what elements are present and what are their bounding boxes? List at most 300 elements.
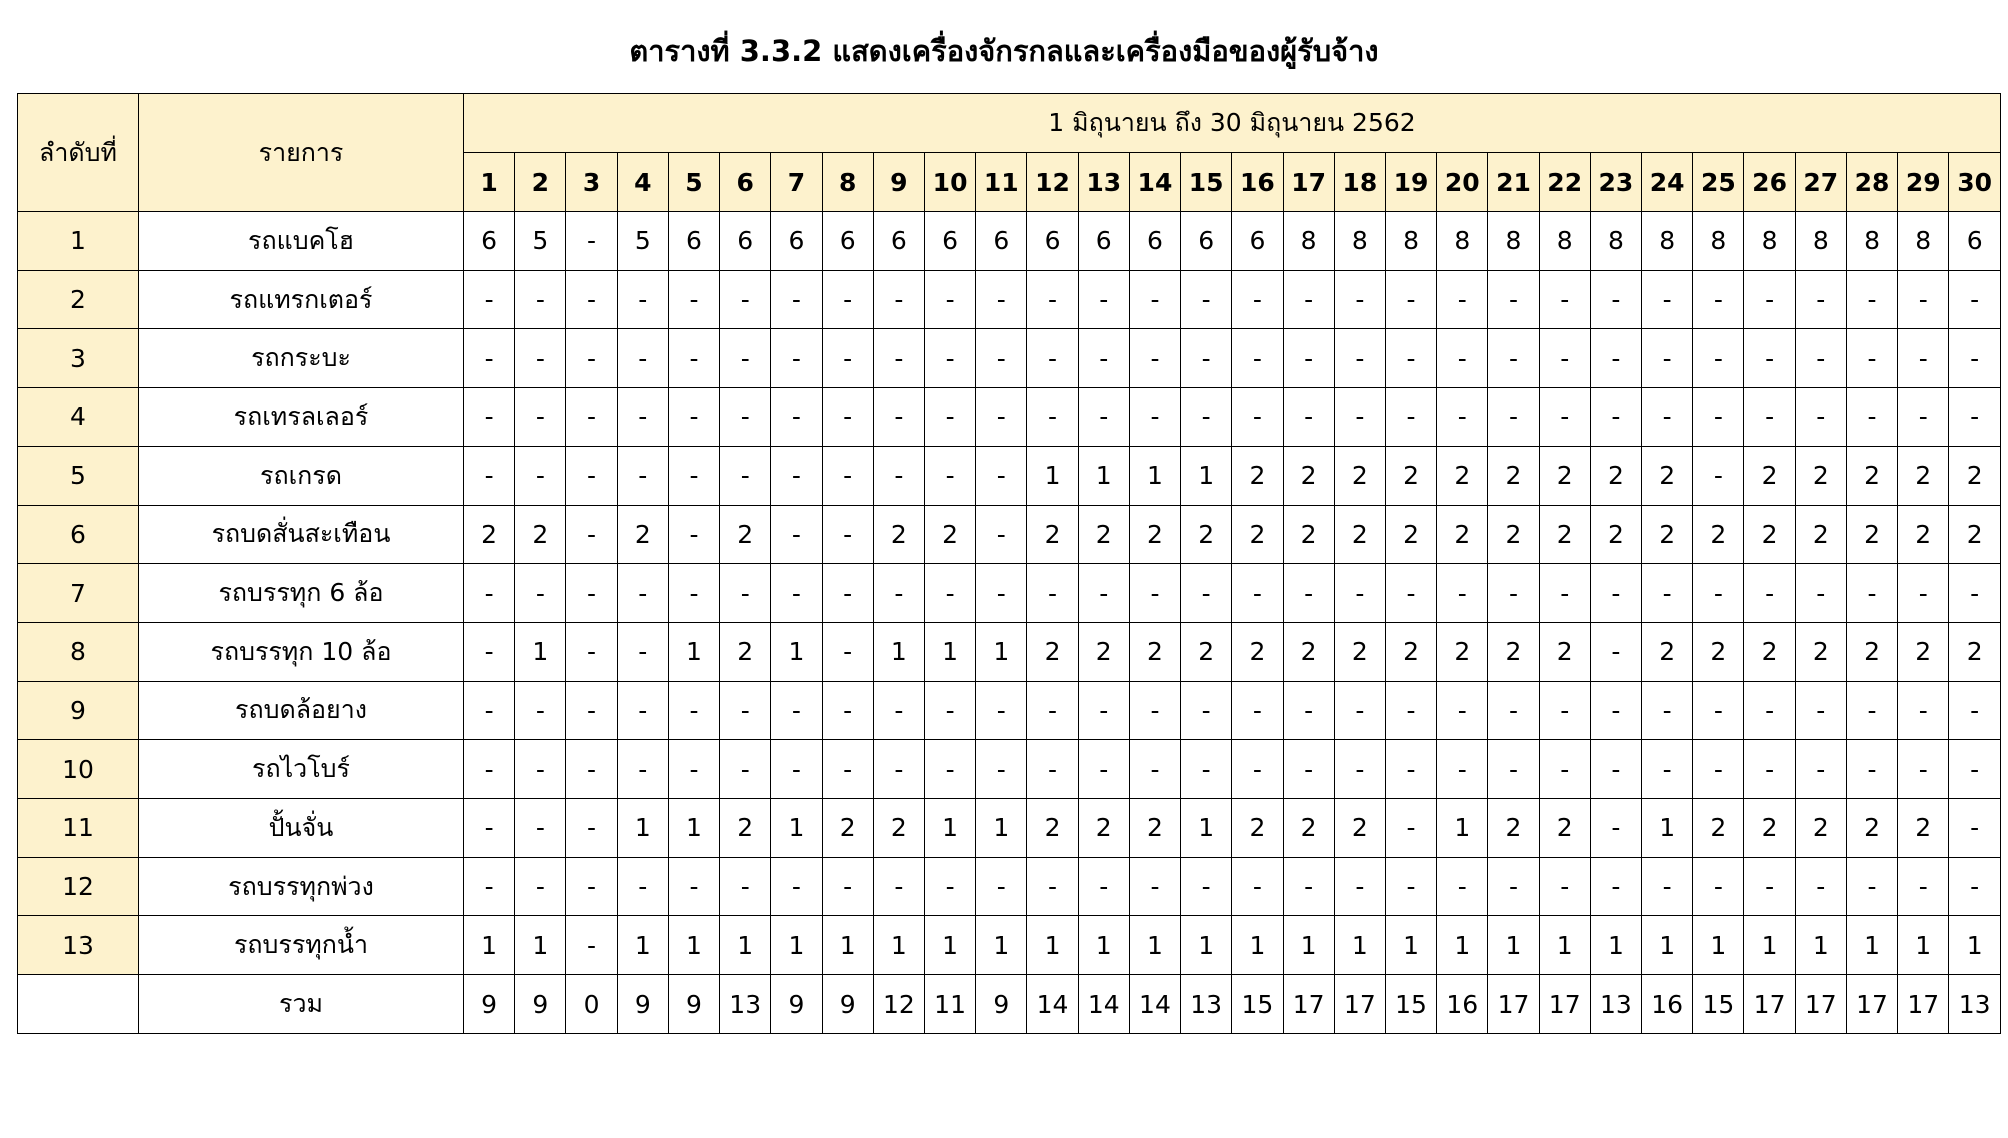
day-value-cell: - [1232,681,1283,740]
header-day: 18 [1334,153,1385,212]
day-value-cell: 2 [464,505,515,564]
day-value-cell: - [1129,388,1180,447]
day-value-cell: - [1334,270,1385,329]
total-blank-cell [18,975,139,1034]
row-seq: 1 [18,212,139,271]
day-value-cell: - [1693,740,1744,799]
day-value-cell: - [1129,857,1180,916]
day-value-cell: - [1539,388,1590,447]
day-value-cell: - [771,446,822,505]
header-day: 8 [822,153,873,212]
day-value-cell: - [1539,740,1590,799]
header-day: 19 [1385,153,1436,212]
day-value-cell: - [1590,799,1641,858]
day-value-cell: - [1898,388,1949,447]
day-value-cell: - [515,564,566,623]
day-value-cell: 2 [1795,799,1846,858]
day-value-cell: - [1898,270,1949,329]
day-value-cell: - [1283,388,1334,447]
day-value-cell: - [720,388,771,447]
day-value-cell: 2 [1539,505,1590,564]
header-day: 23 [1590,153,1641,212]
day-value-cell: 6 [873,212,924,271]
day-value-cell: - [464,270,515,329]
day-value-cell: 1 [617,916,668,975]
day-value-cell: - [1232,564,1283,623]
day-value-cell: - [1232,388,1283,447]
day-value-cell: - [1385,681,1436,740]
day-value-cell: 1 [1693,916,1744,975]
total-value-cell: 15 [1232,975,1283,1034]
day-value-cell: - [976,270,1027,329]
row-item-name: รถบรรทุกพ่วง [139,857,464,916]
day-value-cell: - [1027,857,1078,916]
day-value-cell: 1 [1027,446,1078,505]
day-value-cell: 2 [1334,446,1385,505]
day-value-cell: 2 [1846,622,1897,681]
day-value-cell: 5 [617,212,668,271]
day-value-cell: - [515,388,566,447]
day-value-cell: - [924,564,975,623]
day-value-cell: - [1795,388,1846,447]
day-value-cell: - [668,388,719,447]
day-value-cell: - [976,388,1027,447]
day-value-cell: - [1488,270,1539,329]
row-seq: 7 [18,564,139,623]
header-seq: ลำดับที่ [18,94,139,212]
table-row [18,270,2001,329]
day-value-cell: - [976,857,1027,916]
day-value-cell: - [1898,329,1949,388]
day-value-cell: - [1283,681,1334,740]
day-value-cell: - [464,681,515,740]
header-day: 13 [1078,153,1129,212]
day-value-cell: 2 [1437,505,1488,564]
day-value-cell: - [1129,564,1180,623]
total-value-cell: 13 [1590,975,1641,1034]
day-value-cell: - [1078,329,1129,388]
day-value-cell: 1 [771,622,822,681]
day-value-cell: 2 [1590,505,1641,564]
row-seq: 9 [18,681,139,740]
day-value-cell: - [1334,564,1385,623]
day-value-cell: - [668,857,719,916]
day-value-cell: - [1539,857,1590,916]
header-day: 2 [515,153,566,212]
row-seq: 5 [18,446,139,505]
row-item-name: รถบรรทุก 6 ล้อ [139,564,464,623]
row-seq: 3 [18,329,139,388]
day-value-cell: 2 [1232,799,1283,858]
day-value-cell: - [1642,388,1693,447]
total-value-cell: 9 [771,975,822,1034]
day-value-cell: - [1283,329,1334,388]
day-value-cell: - [1385,799,1436,858]
day-value-cell: 2 [1539,799,1590,858]
header-day: 9 [873,153,924,212]
header-day: 5 [668,153,719,212]
day-value-cell: - [1744,681,1795,740]
day-value-cell: 2 [1590,446,1641,505]
day-value-cell: 2 [1129,505,1180,564]
day-value-cell: - [1027,564,1078,623]
day-value-cell: 2 [1846,799,1897,858]
day-value-cell: - [617,329,668,388]
day-value-cell: 1 [873,622,924,681]
day-value-cell: 2 [1795,505,1846,564]
day-value-cell: - [720,564,771,623]
day-value-cell: - [1181,270,1232,329]
day-value-cell: - [464,329,515,388]
day-value-cell: 8 [1334,212,1385,271]
day-value-cell: - [515,740,566,799]
day-value-cell: 1 [1181,799,1232,858]
day-value-cell: - [464,564,515,623]
day-value-cell: - [515,446,566,505]
day-value-cell: - [668,681,719,740]
day-value-cell: - [1795,681,1846,740]
table-row [18,446,2001,505]
day-value-cell: - [566,212,617,271]
day-value-cell: - [668,270,719,329]
day-value-cell: 1 [1078,916,1129,975]
day-value-cell: - [1846,329,1897,388]
day-value-cell: - [1437,270,1488,329]
day-value-cell: 2 [1232,622,1283,681]
day-value-cell: - [1795,564,1846,623]
table-row [18,740,2001,799]
day-value-cell: 8 [1283,212,1334,271]
day-value-cell: 6 [1232,212,1283,271]
day-value-cell: 8 [1385,212,1436,271]
day-value-cell: 1 [1744,916,1795,975]
day-value-cell: - [464,446,515,505]
day-value-cell: - [924,740,975,799]
day-value-cell: 6 [771,212,822,271]
day-value-cell: - [1693,446,1744,505]
header-day: 3 [566,153,617,212]
day-value-cell: 2 [1898,799,1949,858]
row-seq: 6 [18,505,139,564]
header-day: 17 [1283,153,1334,212]
header-day: 28 [1846,153,1897,212]
day-value-cell: - [1949,329,2001,388]
day-value-cell: 1 [720,916,771,975]
day-value-cell: - [1590,681,1641,740]
day-value-cell: - [566,622,617,681]
day-value-cell: - [1846,857,1897,916]
day-value-cell: 2 [1539,446,1590,505]
total-label: รวม [139,975,464,1034]
day-value-cell: - [1027,681,1078,740]
total-value-cell: 0 [566,975,617,1034]
total-value-cell: 11 [924,975,975,1034]
day-value-cell: 6 [1078,212,1129,271]
day-value-cell: 1 [771,799,822,858]
day-value-cell: - [1693,857,1744,916]
day-value-cell: 2 [1232,505,1283,564]
day-value-cell: - [873,681,924,740]
day-value-cell: 2 [1334,799,1385,858]
day-value-cell: - [566,505,617,564]
day-value-cell: - [1232,329,1283,388]
day-value-cell: 2 [1744,446,1795,505]
total-value-cell: 17 [1334,975,1385,1034]
day-value-cell: - [617,564,668,623]
day-value-cell: 1 [976,916,1027,975]
day-value-cell: - [822,329,873,388]
day-value-cell: - [1795,740,1846,799]
day-value-cell: 6 [924,212,975,271]
day-value-cell: 2 [1642,505,1693,564]
day-value-cell: - [464,740,515,799]
day-value-cell: 1 [924,622,975,681]
row-seq: 13 [18,916,139,975]
day-value-cell: - [1334,329,1385,388]
row-item-name: รถแทรกเตอร์ [139,270,464,329]
total-value-cell: 17 [1488,975,1539,1034]
day-value-cell: 2 [1949,446,2001,505]
row-item-name: รถบดล้อยาง [139,681,464,740]
day-value-cell: - [1283,564,1334,623]
day-value-cell: - [1385,270,1436,329]
day-value-cell: - [1539,564,1590,623]
day-value-cell: - [1232,740,1283,799]
day-value-cell: - [617,740,668,799]
day-value-cell: - [1078,388,1129,447]
total-value-cell: 14 [1129,975,1180,1034]
day-value-cell: - [1795,857,1846,916]
day-value-cell: - [1283,740,1334,799]
day-value-cell: - [1539,329,1590,388]
day-value-cell: - [1488,564,1539,623]
day-value-cell: - [566,388,617,447]
day-value-cell: - [566,857,617,916]
row-item-name: ปั้นจั่น [139,799,464,858]
day-value-cell: - [566,446,617,505]
day-value-cell: 2 [1488,446,1539,505]
day-value-cell: - [822,446,873,505]
day-value-cell: 8 [1795,212,1846,271]
day-value-cell: - [1744,270,1795,329]
day-value-cell: - [1744,740,1795,799]
day-value-cell: 2 [1642,622,1693,681]
day-value-cell: - [668,446,719,505]
day-value-cell: - [1027,388,1078,447]
day-value-cell: 2 [1488,622,1539,681]
day-value-cell: 2 [1283,446,1334,505]
day-value-cell: 1 [1129,446,1180,505]
header-day: 4 [617,153,668,212]
day-value-cell: 1 [771,916,822,975]
day-value-cell: 6 [720,212,771,271]
day-value-cell: 1 [1898,916,1949,975]
day-value-cell: 1 [1795,916,1846,975]
day-value-cell: 2 [1027,622,1078,681]
day-value-cell: - [1590,270,1641,329]
day-value-cell: - [720,270,771,329]
day-value-cell: - [1129,270,1180,329]
day-value-cell: - [1385,564,1436,623]
day-value-cell: - [822,740,873,799]
day-value-cell: 2 [1437,446,1488,505]
day-value-cell: 2 [1744,505,1795,564]
day-value-cell: - [566,740,617,799]
day-value-cell: - [976,505,1027,564]
total-value-cell: 13 [1949,975,2001,1034]
total-value-cell: 17 [1795,975,1846,1034]
equipment-table [17,93,2001,1034]
total-value-cell: 17 [1898,975,1949,1034]
day-value-cell: 1 [976,622,1027,681]
day-value-cell: 1 [924,916,975,975]
day-value-cell: - [1078,270,1129,329]
day-value-cell: - [1949,564,2001,623]
day-value-cell: 2 [1898,622,1949,681]
day-value-cell: - [822,270,873,329]
row-item-name: รถเทรลเลอร์ [139,388,464,447]
table-row [18,857,2001,916]
day-value-cell: 2 [1437,622,1488,681]
day-value-cell: 2 [1949,505,2001,564]
day-value-cell: - [873,857,924,916]
day-value-cell: 2 [1078,505,1129,564]
day-value-cell: 1 [515,622,566,681]
total-value-cell: 9 [617,975,668,1034]
day-value-cell: 8 [1437,212,1488,271]
day-value-cell: - [1129,329,1180,388]
day-value-cell: - [1846,388,1897,447]
day-value-cell: - [720,740,771,799]
day-value-cell: 6 [1027,212,1078,271]
day-value-cell: - [1027,329,1078,388]
day-value-cell: - [617,446,668,505]
day-value-cell: 1 [668,916,719,975]
total-value-cell: 15 [1385,975,1436,1034]
day-value-cell: 1 [1283,916,1334,975]
day-value-cell: - [1437,740,1488,799]
total-value-cell: 9 [668,975,719,1034]
day-value-cell: 1 [1949,916,2001,975]
day-value-cell: - [720,446,771,505]
day-value-cell: - [873,446,924,505]
day-value-cell: - [566,916,617,975]
total-value-cell: 17 [1744,975,1795,1034]
day-value-cell: - [1693,388,1744,447]
header-day: 21 [1488,153,1539,212]
day-value-cell: 1 [1846,916,1897,975]
day-value-cell: - [822,505,873,564]
day-value-cell: 6 [822,212,873,271]
table-row [18,212,2001,271]
header-day: 12 [1027,153,1078,212]
day-value-cell: 6 [668,212,719,271]
day-value-cell: 2 [1539,622,1590,681]
day-value-cell: - [771,329,822,388]
day-value-cell: - [1488,329,1539,388]
day-value-cell: 2 [1078,622,1129,681]
day-value-cell: 2 [1129,622,1180,681]
day-value-cell: 2 [1385,446,1436,505]
day-value-cell: - [617,388,668,447]
day-value-cell: - [1181,857,1232,916]
day-value-cell: 2 [1232,446,1283,505]
day-value-cell: 1 [1334,916,1385,975]
day-value-cell: - [822,681,873,740]
day-value-cell: - [515,681,566,740]
day-value-cell: - [1181,740,1232,799]
day-value-cell: 2 [1795,446,1846,505]
day-value-cell: 6 [1181,212,1232,271]
total-value-cell: 14 [1027,975,1078,1034]
day-value-cell: 1 [1129,916,1180,975]
total-value-cell: 14 [1078,975,1129,1034]
day-value-cell: - [1232,270,1283,329]
row-item-name: รถบรรทุก 10 ล้อ [139,622,464,681]
day-value-cell: - [1283,857,1334,916]
day-value-cell: - [1027,740,1078,799]
day-value-cell: 8 [1898,212,1949,271]
day-value-cell: 2 [1744,799,1795,858]
day-value-cell: - [1334,740,1385,799]
day-value-cell: - [515,799,566,858]
day-value-cell: 2 [1693,799,1744,858]
row-item-name: รถแบคโฮ [139,212,464,271]
day-value-cell: - [1642,329,1693,388]
day-value-cell: - [1437,329,1488,388]
day-value-cell: - [1385,388,1436,447]
day-value-cell: 2 [1027,505,1078,564]
day-value-cell: - [464,622,515,681]
total-value-cell: 9 [515,975,566,1034]
day-value-cell: - [1693,681,1744,740]
total-row [18,975,2001,1034]
day-value-cell: - [1181,388,1232,447]
day-value-cell: - [873,564,924,623]
day-value-cell: - [976,681,1027,740]
day-value-cell: 1 [668,622,719,681]
day-value-cell: - [873,740,924,799]
day-value-cell: - [515,329,566,388]
day-value-cell: 5 [515,212,566,271]
day-value-cell: 6 [1949,212,2001,271]
day-value-cell: - [771,505,822,564]
row-seq: 2 [18,270,139,329]
day-value-cell: - [668,505,719,564]
day-value-cell: - [1385,857,1436,916]
header-day: 14 [1129,153,1180,212]
day-value-cell: - [771,564,822,623]
day-value-cell: 2 [873,799,924,858]
day-value-cell: - [976,564,1027,623]
day-value-cell: 2 [1129,799,1180,858]
day-value-cell: - [1590,388,1641,447]
header-day: 10 [924,153,975,212]
day-value-cell: - [1898,681,1949,740]
day-value-cell: - [720,681,771,740]
header-day: 7 [771,153,822,212]
row-seq: 11 [18,799,139,858]
header-day: 15 [1181,153,1232,212]
table-row [18,329,2001,388]
table-title: ตารางที่ 3.3.2 แสดงเครื่องจักรกลและเครื่องมือของผู้รับจ้าง [629,34,1379,68]
day-value-cell: - [924,857,975,916]
day-value-cell: 2 [1027,799,1078,858]
day-value-cell: 1 [1642,799,1693,858]
day-value-cell: - [1795,270,1846,329]
total-value-cell: 9 [822,975,873,1034]
day-value-cell: - [924,681,975,740]
